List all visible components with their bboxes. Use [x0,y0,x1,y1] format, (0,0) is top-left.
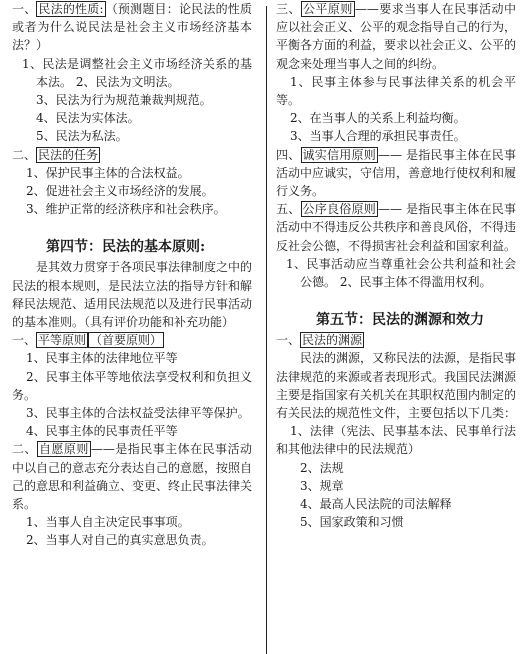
boxed-term-good-faith: 诚实信用原则 [302,147,376,162]
boxed-term-equality: 平等原则 [38,333,87,348]
section-nature-heading [12,0,252,55]
section5-title: 第五节：民法的渊源和效力 [316,312,484,329]
voluntary-definition: ——是指民事主体在民事活动中以自己的意志充分表达自己的意愿，按照自己的意思和利益确立、变更、终止民事法律关系。 [12,442,253,512]
item-number: 二、 [12,442,37,457]
equality-item-4: 4、民事主体的民事责任平等 [26,424,178,439]
item-number: 一、 [12,2,37,16]
fairness-item-1: 1、民事主体参与民事法律关系的机会平等。 [276,74,516,108]
nature-item-1: 1、民法是调整社会主义市场经济关系的基本法。 2、民法为文明法。 [22,56,252,89]
section4-title: 第四节：民法的基本原则: [46,239,206,256]
right-column [276,0,516,531]
good-faith-definition: —— 是指民事主体在民事活动中应诚实，守信用，善意地行使权利和履行义务。 [276,147,517,199]
task-item-2: 2、促进社会主义市场经济的发展。 [26,184,214,199]
principle-voluntary [12,440,252,513]
sources-item-3: 3、规章 [300,478,344,493]
nature-item-5: 5、民法为私法。 [36,129,128,144]
boxed-term-public-order: 公序良俗原则 [302,202,376,217]
nature-item-3: 3、民法为行为规范兼裁判规范。 [36,93,212,108]
sources-heading [276,331,516,349]
nature-note: （预测题目：论民法的性质或者为什么说民法是社会主义市场经济基本法？） [12,2,252,53]
sources-item-4: 4、最高人民法院的司法解释 [300,497,452,512]
principle-good-faith [276,146,516,201]
nature-item-4: 4、民法为实体法。 [36,111,140,126]
public-order-items: 1、民事活动应当尊重社会公共利益和社会公德。 2、民事主体不得滥用权利。 [286,256,516,290]
sources-item-2: 2、法规 [300,460,344,475]
item-number: 一、 [12,333,37,348]
principle-equality-heading [12,331,252,349]
left-column [12,0,252,550]
voluntary-item-2: 2、当事人对自己的真实意思负责。 [26,533,214,548]
boxed-term-nature: 民法的性质: [38,2,104,16]
fairness-item-2: 2、在当事人的关系上利益均衡。 [290,111,466,126]
item-number: 五、 [276,202,301,217]
equality-item-3: 3、民事主体的合法权益受法律平等保护。 [26,406,250,421]
boxed-term-task: 民法的任务 [38,147,99,162]
section4-intro: 是其效力贯穿于各项民事法律制度之中的民法的根本规则，是民法立法的指导方针和解释民法规范、适用民法规范以及进行民事活动的基本准则。（具有评价功能和补充功能） [12,260,253,330]
boxed-term-sources: 民法的渊源 [302,333,363,348]
task-item-1: 1、保护民事主体的合法权益。 [26,165,190,180]
task-item-3: 3、维护正常的经济秩序和社会秩序。 [26,202,226,217]
boxed-term-primary: （首要原则） [90,333,163,348]
sources-item-5: 5、国家政策和习惯 [300,515,404,530]
boxed-term-voluntary: 自愿原则 [38,442,89,457]
sources-item-1: 1、法律（宪法、民事基本法、民事单行法和其他法律中的民法规范） [276,424,516,457]
item-number: 二、 [12,147,37,162]
principle-public-order [276,200,516,255]
voluntary-item-1: 1、当事人自主决定民事事项。 [26,515,190,530]
fairness-definition: ——要求当事人在民事活动中应以社会正义、公平的观念指导自己的行为，平衡各方面的利益，要求以社会正义、公平的观念来处理当事人之间的纠纷。 [276,2,517,71]
item-number: 一、 [276,333,301,348]
sources-intro: 民法的渊源，又称民法的法源，是指民事法律规范的来源或者表现形式。我国民法渊源主要是指国家有关机关在其职权范围内制定的有关民法的规范性文件，主要包括以下几类： [276,351,517,421]
item-number: 三、 [276,2,301,16]
section-task-heading [12,146,252,164]
column-divider [266,6,267,654]
principle-fairness [276,0,516,73]
equality-item-2: 2、民事主体平等地依法享受权利和负担义务。 [12,369,252,402]
boxed-term-fairness: 公平原则 [302,2,353,16]
fairness-item-3: 3、当事人合理的承担民事责任。 [290,129,466,144]
equality-item-1: 1、民事主体的法律地位平等 [26,351,178,366]
item-number: 四、 [276,147,301,162]
public-order-definition: —— 是指民事主体在民事活动中不得违反公共秩序和善良风俗，不得违反社会公德，不得损害社会利益和国家利益。 [276,202,517,253]
